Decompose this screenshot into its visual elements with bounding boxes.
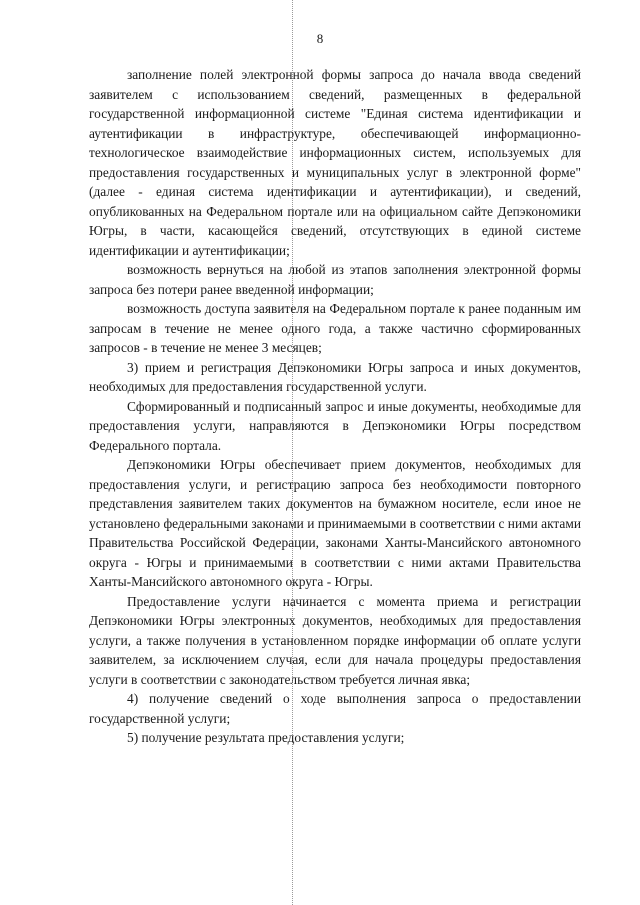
paragraph-item-5: 5) получение результата предоставления услуги; (127, 730, 405, 745)
document-body (89, 65, 581, 748)
paragraph-service-start: Предоставление услуги начинается с момента приема и регистрации Депэкономики Югры электронных документов, необходимых для предоставления услуги, а также получения в установленном порядке информации об оплате услуги заявителем, за исключением случая, если для начала процедуры предоставления услуги в соответствии с законодательством требуется личная явка; (89, 593, 581, 687)
paragraph-access-requests: возможность доступа заявителя на Федеральном портале к ранее поданным им запросам в течение не менее одного года, а также частично сформированных запросов - в течение не менее 3 месяцев; (89, 301, 581, 355)
paragraph-item-4: 4) получение сведений о ходе выполнения запроса о предоставлении государственной услуги; (89, 691, 581, 726)
paragraph-acceptance: Депэкономики Югры обеспечивает прием документов, необходимых для предоставления услуги, и регистрацию запроса без необходимости повторного представления заявителем таких документов на бумажном носителе, если иное не установлено федеральными законами и принимаемыми в соответствии с ними актами Правительства Российской Федерации, законами Ханты-Мансийского автономного округа - Югры и принимаемыми в соответствии с ними актами Правительства Ханты-Мансийского автономного округа - Югры. (89, 457, 581, 589)
paragraph-item-3: 3) прием и регистрация Депэкономики Югры запроса и иных документов, необходимых для предоставления государственной услуги. (89, 359, 581, 394)
page-number: 8 (316, 31, 324, 46)
paragraph-signed-request: Сформированный и подписанный запрос и иные документы, необходимые для предоставления услуги, направляются в Депэкономики Югры посредством Федерального портала. (89, 398, 581, 453)
paragraph-return-to-step: возможность вернуться на любой из этапов заполнения электронной формы запроса без потери ранее введенной информации; (89, 262, 581, 297)
paragraph-form-autofill: заполнение полей электронной формы запроса до начала ввода сведений заявителем с использованием сведений, размещенных в федеральной государственной информационной системе "Единая система идентификации и аутентификации в инфраструктуре, обеспечивающей информационно-технологическое взаимодействие информационных систем, используемых для предоставления государственных и муниципальных услуг в электронной форме" (далее - единая система идентификации и аутентификации), и сведений, опубликованных на Федеральном портале или на официальном сайте Депэкономики Югры, в части, касающейся сведений, отсутствующих в единой системе идентификации и аутентификации; (89, 67, 581, 258)
